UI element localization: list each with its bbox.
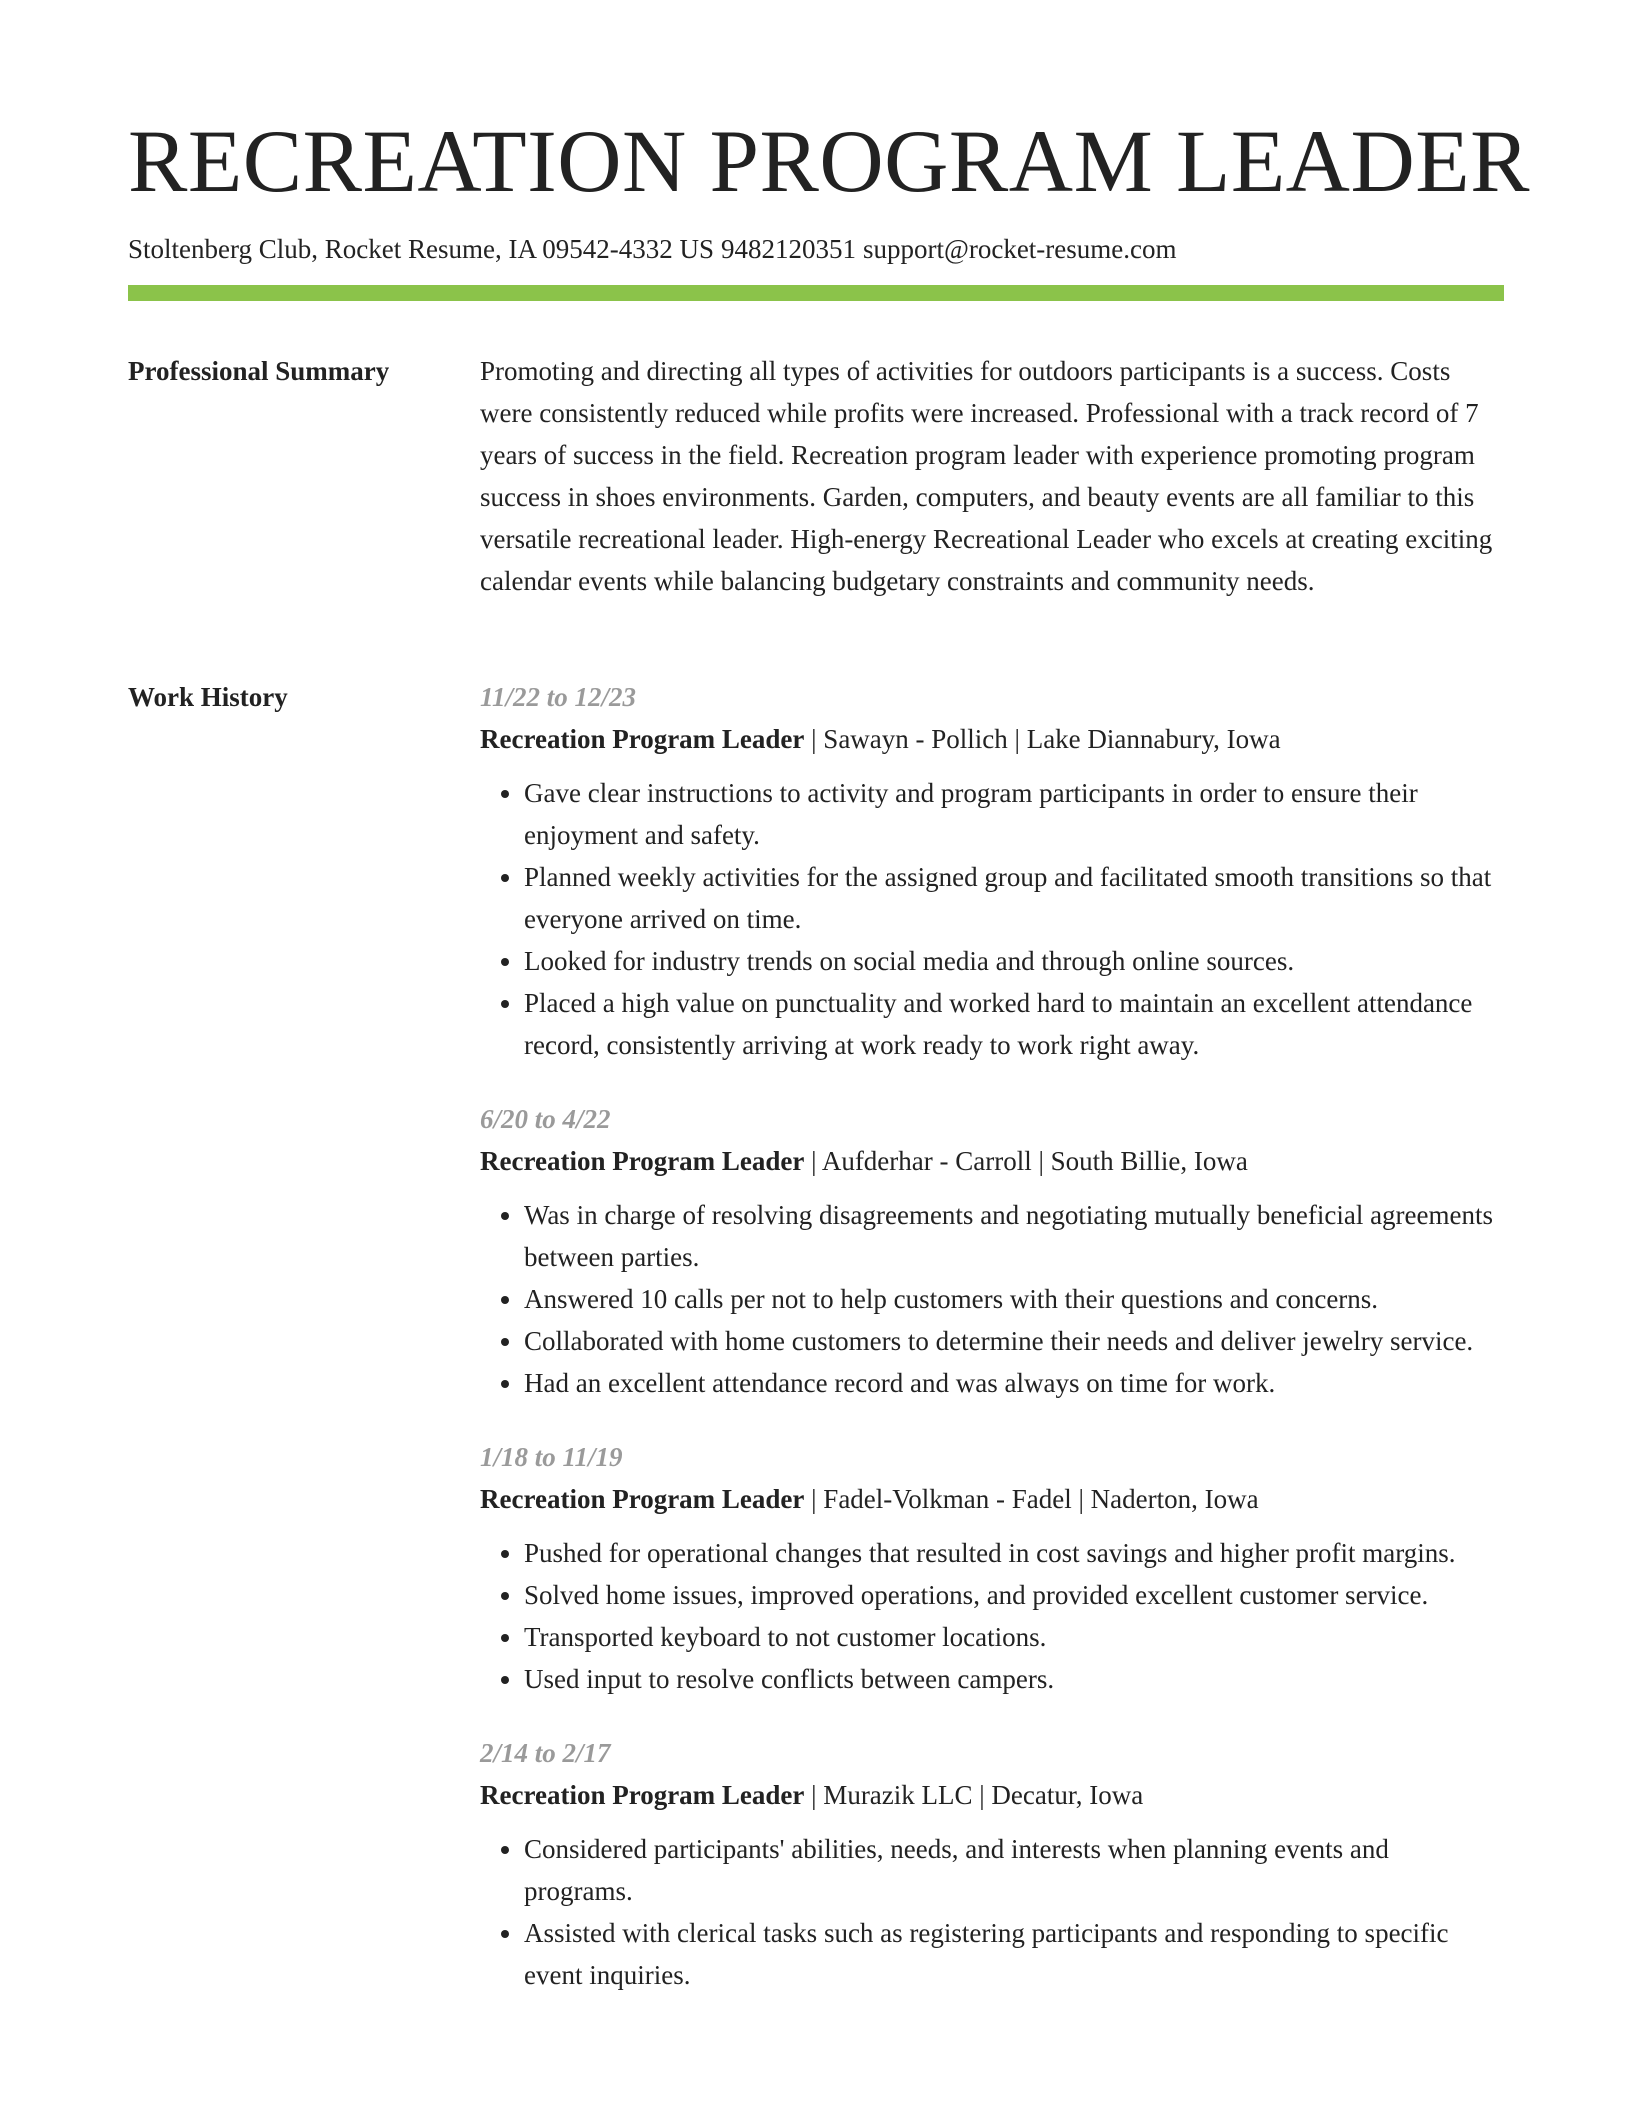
contact-phone: 9482120351 [720, 234, 856, 264]
contact-email[interactable]: support@rocket-resume.com [862, 234, 1177, 264]
work-history-label: Work History [128, 682, 288, 712]
job-dates: 11/22 to 12/23 [480, 682, 637, 712]
job-entry [480, 676, 1504, 1066]
job-entry [480, 1098, 1504, 1404]
job-title: Recreation Program Leader [480, 1780, 805, 1810]
job-bullet: • Assisted with clerical tasks such as registering participants and responding to specific event inquiries. [524, 1912, 1504, 1996]
job-bullet-list [480, 1532, 1504, 1700]
resume-title: RECREATION PROGRAM LEADER [128, 113, 1530, 211]
job-bullet: • Transported keyboard to not customer locations. [524, 1616, 1504, 1658]
job-entry [480, 1732, 1504, 1996]
summary-text: Promoting and directing all types of activities for outdoors participants is a success. Costs were consistently reduced while profits were increased. Professional with a track record of 7 years of success in the field. Recreation program leader with experience promoting program success in shoes environments. Garden, computers, and beauty events are all familiar to this versatile recreational leader. High-energy Recreational Leader who excels at creating exciting calendar events while balancing budgetary constraints and community needs. [480, 356, 1493, 596]
job-bullet-list [480, 1194, 1504, 1404]
job-employer-location: | Sawayn - Pollich | Lake Diannabury, Iowa [804, 724, 1281, 754]
job-bullet-list [480, 1828, 1504, 1996]
contact-line [128, 233, 1177, 265]
job-bullet: • Was in charge of resolving disagreements and negotiating mutually beneficial agreements between parties. [524, 1194, 1504, 1278]
job-bullet: • Considered participants' abilities, needs, and interests when planning events and programs. [524, 1828, 1504, 1912]
job-bullet: • Solved home issues, improved operations, and provided excellent customer service. [524, 1574, 1504, 1616]
job-bullet: • Answered 10 calls per not to help customers with their questions and concerns. [524, 1278, 1504, 1320]
job-title: Recreation Program Leader [480, 1484, 805, 1514]
job-bullet-list [480, 772, 1504, 1066]
job-heading [480, 1140, 1504, 1182]
job-bullet: • Pushed for operational changes that resulted in cost savings and higher profit margins. [524, 1532, 1504, 1574]
job-employer-location: | Murazik LLC | Decatur, Iowa [804, 1780, 1144, 1810]
job-bullet: • Placed a high value on punctuality and worked hard to maintain an excellent attendance record, consistently arriving at work ready to work right away. [524, 982, 1504, 1066]
job-employer-location: | Aufderhar - Carroll | South Billie, Iowa [804, 1146, 1248, 1176]
job-bullet: • Planned weekly activities for the assigned group and facilitated smooth transitions so that everyone arrived on time. [524, 856, 1504, 940]
job-dates: 6/20 to 4/22 [480, 1104, 611, 1134]
job-bullet: • Used input to resolve conflicts between campers. [524, 1658, 1504, 1700]
job-entry [480, 1436, 1504, 1700]
job-heading [480, 1774, 1504, 1816]
job-title: Recreation Program Leader [480, 724, 805, 754]
job-bullet: • Gave clear instructions to activity and program participants in order to ensure their enjoyment and safety. [524, 772, 1504, 856]
job-bullet: • Looked for industry trends on social media and through online sources. [524, 940, 1504, 982]
job-title: Recreation Program Leader [480, 1146, 805, 1176]
work-history-body [480, 676, 1504, 2028]
contact-address: Stoltenberg Club, Rocket Resume, IA 09542-4332 US [128, 234, 714, 264]
job-bullet: • Had an excellent attendance record and was always on time for work. [524, 1362, 1504, 1404]
header-divider [128, 285, 1504, 301]
summary-label: Professional Summary [128, 356, 390, 386]
job-employer-location: | Fadel-Volkman - Fadel | Naderton, Iowa [804, 1484, 1259, 1514]
job-dates: 2/14 to 2/17 [480, 1738, 611, 1768]
summary-body [480, 350, 1504, 602]
job-heading [480, 1478, 1504, 1520]
job-heading [480, 718, 1504, 760]
job-bullet: • Collaborated with home customers to determine their needs and deliver jewelry service. [524, 1320, 1504, 1362]
job-dates: 1/18 to 11/19 [480, 1442, 623, 1472]
